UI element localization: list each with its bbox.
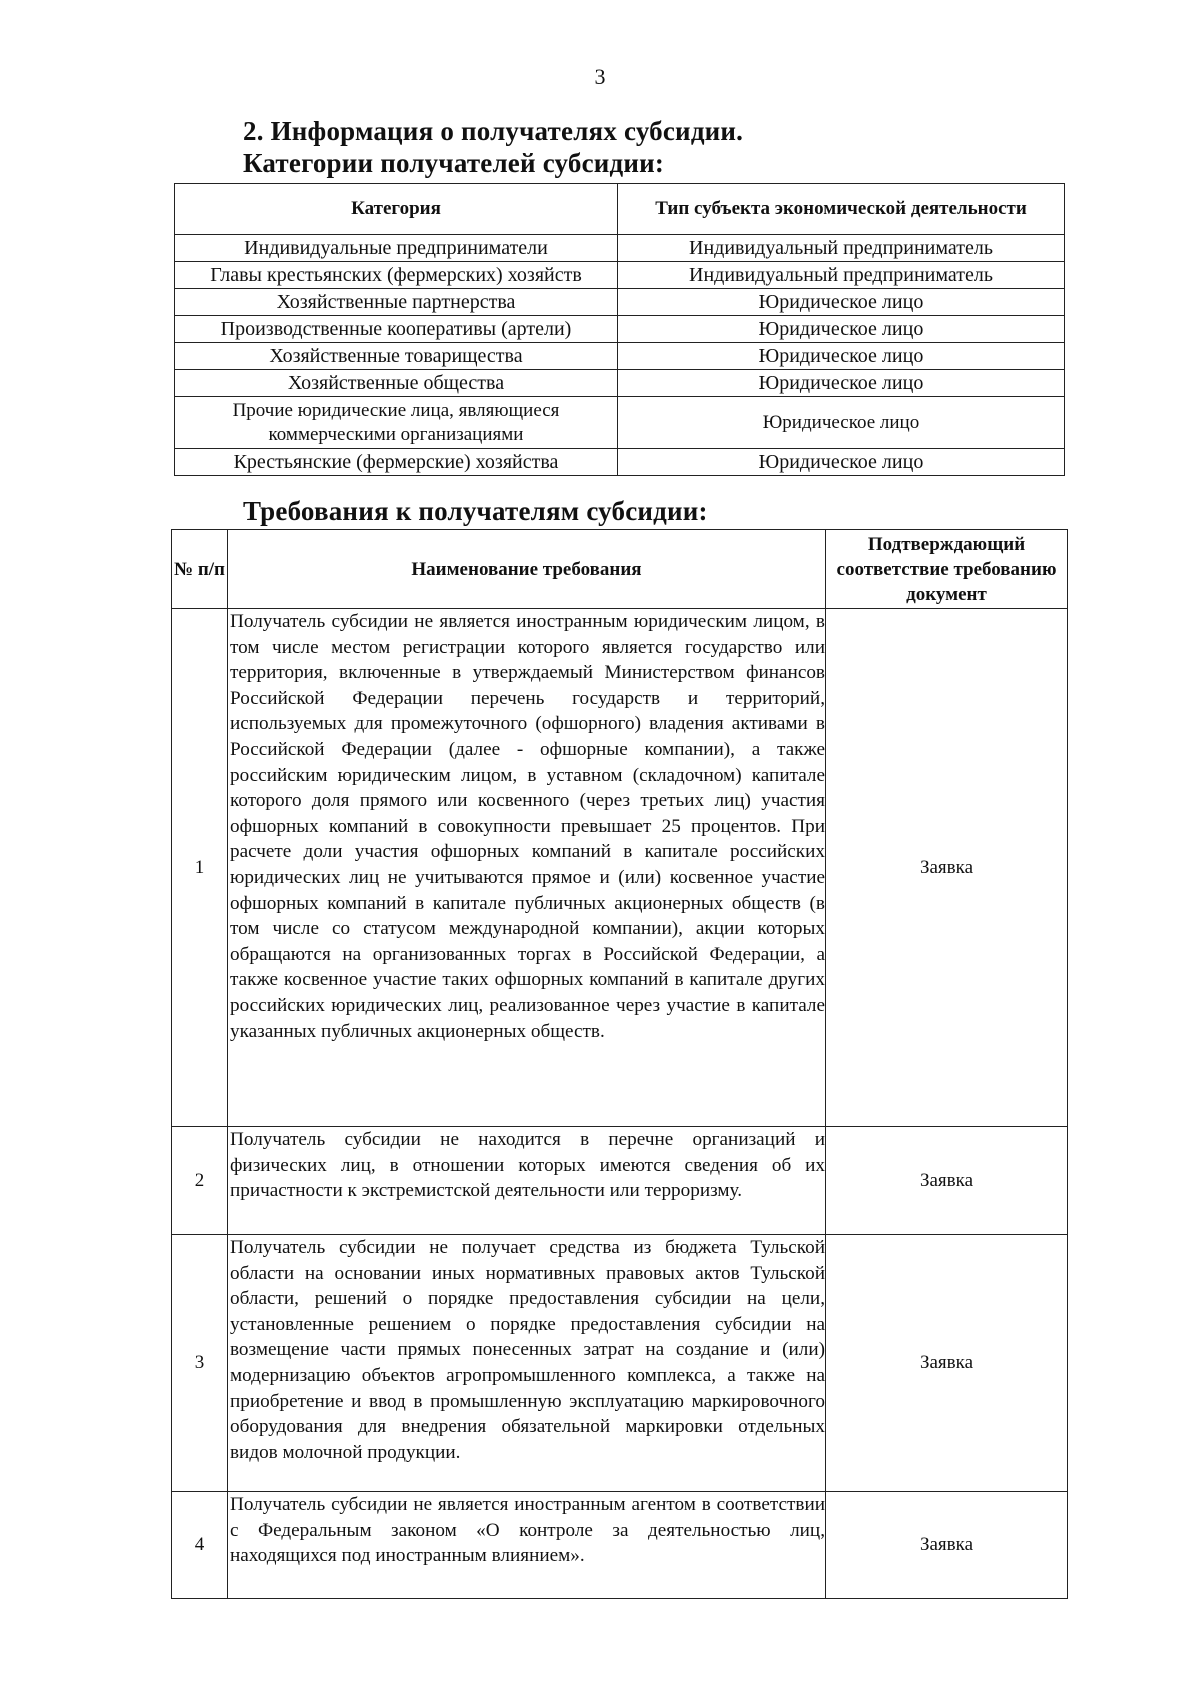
requirement-text: Получатель субсидии не получает средства из бюджета Тульской области на основании иных нормативных правовых актов Тульской области, решений о порядке предоставления субсидии на цели, установленные решением о порядке предоставления субсидии на возмещение части прямых понесенных затрат на создание и (или) модернизацию объектов агропромышленного комплекса, а также на приобретение и ввод в промышленную эксплуатацию маркировочного оборудования для внедрения обязательной маркировки отдельных видов молочной продукции. bbox=[228, 1235, 826, 1492]
document-cell: Заявка bbox=[826, 1492, 1068, 1599]
category-cell: Производственные кооперативы (артели) bbox=[175, 316, 618, 343]
category-cell: Крестьянские (фермерские) хозяйства bbox=[175, 449, 618, 476]
row-number: 1 bbox=[172, 609, 228, 1127]
table-row bbox=[175, 370, 1065, 397]
header-number: № п/п bbox=[172, 530, 228, 609]
table-row bbox=[175, 316, 1065, 343]
document-cell: Заявка bbox=[826, 1127, 1068, 1235]
entity-type-cell: Юридическое лицо bbox=[618, 449, 1065, 476]
table-row bbox=[175, 262, 1065, 289]
row-number: 3 bbox=[172, 1235, 228, 1492]
section-title: 2. Информация о получателях субсидии. bbox=[243, 116, 744, 146]
header-document: Подтверждающий соответствие требованию документ bbox=[826, 530, 1068, 609]
table-row bbox=[175, 397, 1065, 449]
table-header-row bbox=[175, 184, 1065, 235]
row-number: 2 bbox=[172, 1127, 228, 1235]
table-row bbox=[175, 343, 1065, 370]
table-row bbox=[175, 449, 1065, 476]
entity-type-cell: Юридическое лицо bbox=[618, 289, 1065, 316]
table-row bbox=[175, 235, 1065, 262]
categories-title: Категории получателей субсидии: bbox=[243, 148, 665, 178]
entity-type-cell: Юридическое лицо bbox=[618, 370, 1065, 397]
header-requirement: Наименование требования bbox=[228, 530, 826, 609]
row-number: 4 bbox=[172, 1492, 228, 1599]
entity-type-cell: Юридическое лицо bbox=[618, 316, 1065, 343]
category-cell: Индивидуальные предприниматели bbox=[175, 235, 618, 262]
entity-type-cell: Юридическое лицо bbox=[618, 397, 1065, 449]
category-cell: Прочие юридические лица, являющиеся коммерческими организациями bbox=[175, 397, 618, 449]
requirement-text: Получатель субсидии не является иностранным юридическим лицом, в том числе местом регистрации которого является государство или территория, включенные в утверждаемый Министерством финансов Российской Федерации перечень государств и территорий, используемых для промежуточного (офшорного) владения активами в Российской Федерации (далее - офшорные компании), а также российским юридическим лицом, в уставном (складочном) капитале которого доля прямого или косвенного (через третьих лиц) участия офшорных компаний в совокупности превышает 25 процентов. При расчете доли участия офшорных компаний в капитале российских юридических лиц не учитываются прямое и (или) косвенное участие офшорных компаний в капитале публичных акционерных обществ (в том числе со статусом международной компании), акции которых обращаются на организованных торгах в Российской Федерации, а также косвенное участие таких офшорных компаний в капитале других российских юридических лиц, реализованное через участие в капитале указанных публичных акционерных обществ. bbox=[228, 609, 826, 1127]
page-number: 3 bbox=[594, 64, 606, 89]
categories-table bbox=[174, 183, 1065, 476]
entity-type-cell: Индивидуальный предприниматель bbox=[618, 262, 1065, 289]
category-cell: Хозяйственные общества bbox=[175, 370, 618, 397]
requirements-table bbox=[171, 529, 1068, 1599]
category-cell: Главы крестьянских (фермерских) хозяйств bbox=[175, 262, 618, 289]
entity-type-cell: Индивидуальный предприниматель bbox=[618, 235, 1065, 262]
document-cell: Заявка bbox=[826, 1235, 1068, 1492]
document-cell: Заявка bbox=[826, 609, 1068, 1127]
table-row bbox=[172, 1127, 1068, 1235]
table-row bbox=[172, 609, 1068, 1127]
header-category: Категория bbox=[175, 184, 618, 235]
table-row bbox=[172, 1492, 1068, 1599]
entity-type-cell: Юридическое лицо bbox=[618, 343, 1065, 370]
category-cell: Хозяйственные партнерства bbox=[175, 289, 618, 316]
table-header-row bbox=[172, 530, 1068, 609]
requirement-text: Получатель субсидии не является иностранным агентом в соответствии с Федеральным законом «О контроле за деятельностью лиц, находящихся под иностранным влиянием». bbox=[228, 1492, 826, 1599]
table-row bbox=[172, 1235, 1068, 1492]
header-entity-type: Тип субъекта экономической деятельности bbox=[618, 184, 1065, 235]
table-row bbox=[175, 289, 1065, 316]
requirement-text: Получатель субсидии не находится в перечне организаций и физических лиц, в отношении которых имеются сведения об их причастности к экстремистской деятельности или терроризму. bbox=[228, 1127, 826, 1235]
category-cell: Хозяйственные товарищества bbox=[175, 343, 618, 370]
requirements-title: Требования к получателям субсидии: bbox=[243, 496, 708, 526]
